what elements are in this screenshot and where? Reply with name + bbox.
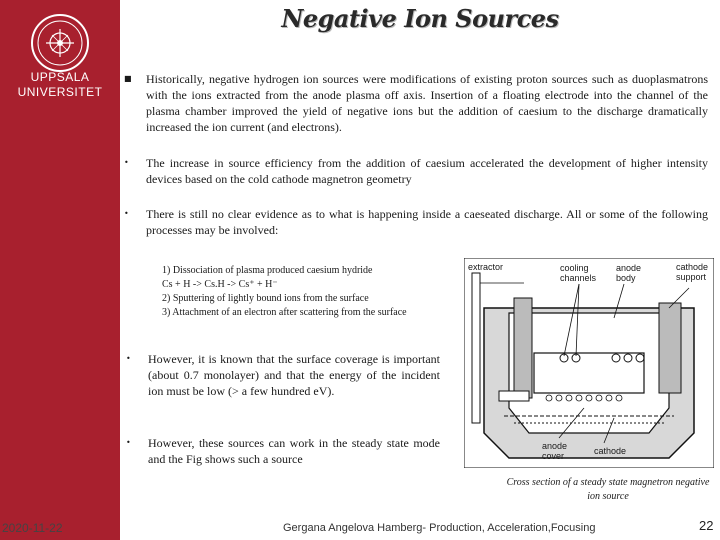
slide-title: Negative Ion Sources xyxy=(281,4,559,33)
label-cathode-support: cathode support xyxy=(676,262,709,282)
bullet-4-text: However, it is known that the surface coverage is important (about 0.7 monolayer) and that the energy of the incident ion must be low (> a few hundred eV). xyxy=(148,352,440,398)
process-item: 3) Attachment of an electron after scattering from the surface xyxy=(162,307,407,318)
sidebar xyxy=(0,0,120,540)
label-cooling-channels: cooling channels xyxy=(560,263,597,283)
process-list xyxy=(162,264,439,320)
bullet-marker: • xyxy=(124,209,129,218)
bullet-1 xyxy=(124,71,708,135)
university-name-line2: UNIVERSITET xyxy=(17,85,103,99)
footer-author: Gergana Angelova Hamberg- Production, Acceleration,Focusing xyxy=(283,522,596,534)
bullet-3-text: There is still no clear evidence as to what is happening inside a caeseated discharge. All or some of the following processes may be involved: xyxy=(146,207,708,237)
bullet-marker: ■ xyxy=(124,74,132,83)
process-item: 1) Dissociation of plasma produced caesium hydride xyxy=(162,265,373,276)
bullet-2-text: The increase in source efficiency from the addition of caesium accelerated the development of higher intensity devices based on the cold cathode magnetron geometry xyxy=(146,156,708,186)
bullet-1-text: Historically, negative hydrogen ion sources were modifications of existing proton sources such as duoplasmatrons with the ions extracted from the anode plasma off axis. Insertion of a floating electrode into the channel of the plasma chamber improved the yield of negative ions but the addition of caesium to the discharge dramatically increased the ion current (and electrons). xyxy=(146,72,708,134)
process-item: 2) Sputtering of lightly bound ions from the surface xyxy=(162,293,369,304)
process-equation: Cs + H -> Cs.H -> Cs⁺ + H⁻ xyxy=(162,279,278,290)
bullet-5 xyxy=(126,435,440,467)
bullet-3 xyxy=(124,206,708,238)
label-extractor: extractor xyxy=(468,262,504,272)
bullet-marker: • xyxy=(126,354,131,363)
magnetron-source-diagram xyxy=(464,258,714,468)
bullet-marker: • xyxy=(126,438,131,447)
bullet-5-text: However, these sources can work in the steady state mode and the Fig shows such a source xyxy=(148,436,440,466)
page-number: 22 xyxy=(699,518,714,533)
figure-caption: Cross section of a steady state magnetron negative ion source xyxy=(506,477,710,502)
bullet-4 xyxy=(126,351,440,399)
university-name xyxy=(0,70,120,100)
university-name-line1: UPPSALA xyxy=(30,70,90,84)
bullet-2 xyxy=(124,155,708,187)
bullet-marker: • xyxy=(124,158,129,167)
university-seal-icon xyxy=(30,13,90,73)
label-anode-body: anode body xyxy=(616,263,642,283)
label-cathode: cathode xyxy=(594,446,627,456)
label-anode-cover: anode cover xyxy=(542,441,568,461)
footer-date: 2020-11-22 xyxy=(2,521,63,535)
